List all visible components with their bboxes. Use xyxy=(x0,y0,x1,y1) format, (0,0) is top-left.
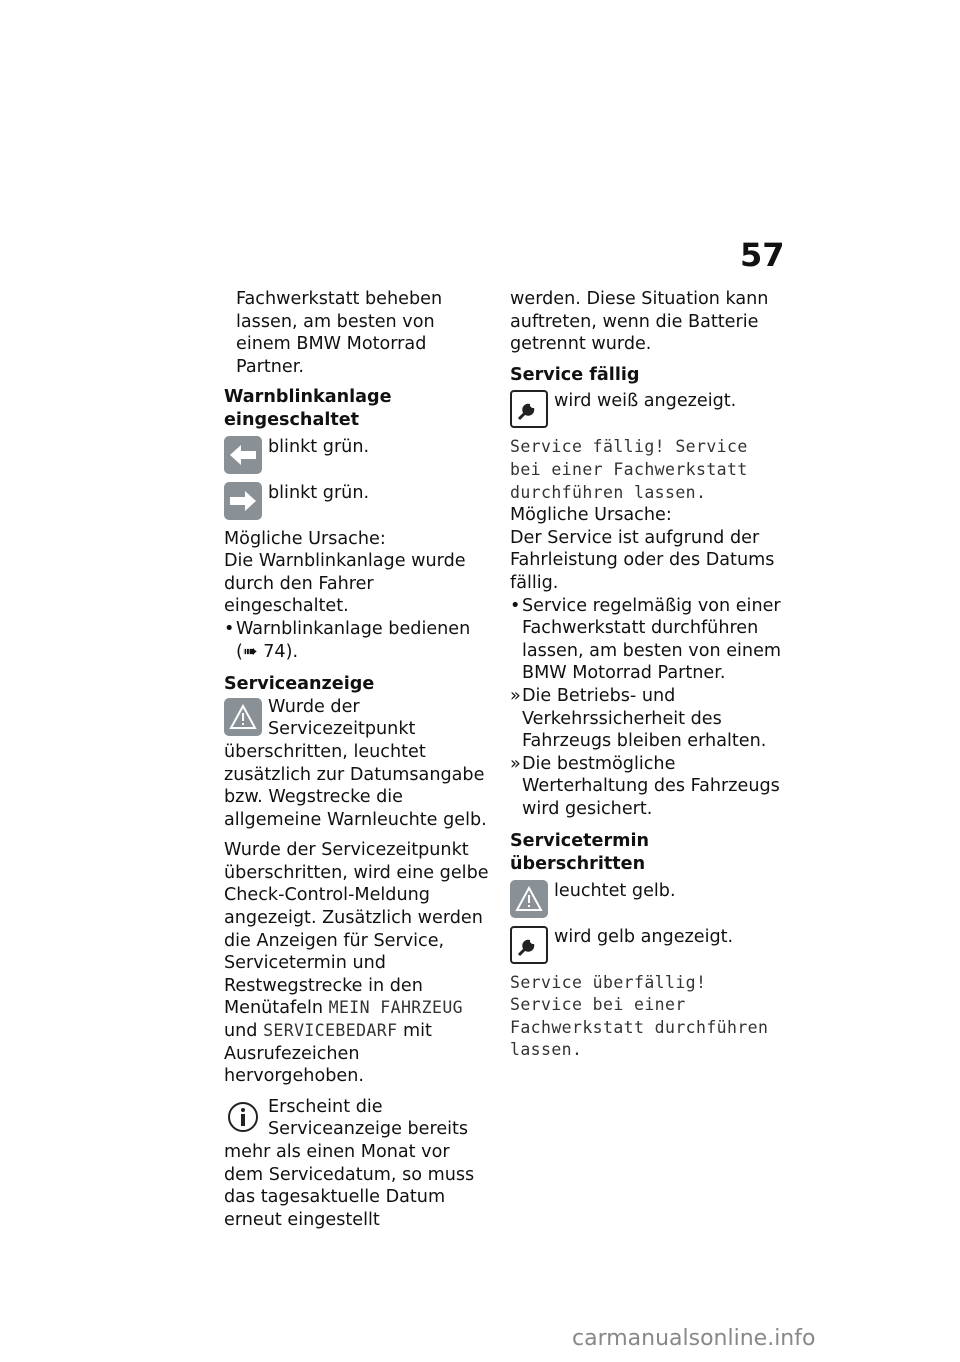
left-column xyxy=(224,288,494,1239)
menu-mein-fahrzeug: MEIN FAHRZEUG xyxy=(328,998,463,1018)
turn-signal-left-icon xyxy=(224,436,262,474)
service-para-1-text: Wurde der Servicezeitpunkt überschritten, leuchtet zusätzlich zur Datumsangabe bzw. Wegstrecke die allgemeine Warnleuchte gelb. xyxy=(224,696,487,830)
bullet-warnblink: • Warnblinkanlage bedienen (➠ 74). xyxy=(224,618,494,663)
faellig-icon-text: wird weiß angezeigt. xyxy=(554,391,737,412)
service-heading: Serviceanzeige xyxy=(224,674,375,695)
termin-message: Service überfällig! Service bei einer Fachwerkstatt durchführen lassen. xyxy=(510,972,769,1060)
blink-right-text: blinkt grün. xyxy=(268,482,370,503)
cause-label-right: Mögliche Ursache: xyxy=(510,505,672,526)
continued-text: werden. Diese Situation kann auftreten, wenn die Batterie getrennt wurde. xyxy=(510,289,769,355)
cause-text: Die Warnblinkanlage wurde durch den Fahrer eingeschaltet. xyxy=(224,551,466,617)
cause-text-right: Der Service ist aufgrund der Fahrleistung oder des Datums fällig. xyxy=(510,527,775,593)
faellig-icon-row xyxy=(510,390,786,428)
termin-icon-text: wird gelb angezeigt. xyxy=(554,926,734,947)
menu-servicebedarf: SERVICEBEDARF xyxy=(263,1021,398,1041)
wrench-icon xyxy=(510,390,548,428)
general-warning-icon xyxy=(224,698,262,736)
info-note xyxy=(224,1096,494,1232)
termin-heading: Servicetermin überschritten xyxy=(510,831,650,875)
service-para-2-end: mit Ausrufezeichen hervorgehoben. xyxy=(224,1021,432,1087)
termin-warn-text: leuchtet gelb. xyxy=(554,880,676,901)
blink-left-text: blinkt grün. xyxy=(268,436,370,457)
faellig-message: Service fällig! Service bei einer Fachwerkstatt durchführen lassen. xyxy=(510,437,748,502)
right-column xyxy=(510,288,786,1062)
bullet-service: • Service regelmäßig von einer Fachwerkstatt durchführen lassen, am besten von einem BMW Motorrad Partner. xyxy=(510,595,786,685)
word-und: und xyxy=(224,1021,258,1042)
warnblink-heading: Warnblinkanlage eingeschaltet xyxy=(224,387,392,430)
info-icon xyxy=(224,1098,262,1136)
result-2: » Die bestmögliche Werterhaltung des Fahrzeugs wird gesichert. xyxy=(510,753,786,821)
info-note-text: Erscheint die Serviceanzeige bereits mehr als einen Monat vor dem Servicedatum, so muss das tagesaktuelle Datum erneut eingestellt xyxy=(224,1096,475,1230)
service-para-2-text: Wurde der Servicezeitpunkt überschritten, wird eine gelbe Check-Control-Meldung angezeigt. Zusätzlich werden die Anzeigen für Service, Servicetermin und Restwegstrecke in den Menütafeln xyxy=(224,840,489,1019)
blink-right-row xyxy=(224,482,494,520)
wrench-icon xyxy=(510,926,548,964)
blink-left-row xyxy=(224,436,494,474)
turn-signal-right-icon xyxy=(224,482,262,520)
general-warning-icon xyxy=(510,880,548,918)
service-para-2 xyxy=(224,839,494,1088)
termin-icon-row xyxy=(510,926,786,964)
faellig-heading: Service fällig xyxy=(510,364,640,385)
cause-label: Mögliche Ursache: xyxy=(224,528,386,549)
page-number: 57 xyxy=(740,236,785,274)
intro-text: Fachwerkstatt beheben lassen, am besten von einem BMW Motorrad Partner. xyxy=(236,289,443,377)
watermark: carmanualsonline.info xyxy=(572,1326,816,1351)
termin-warn-row xyxy=(510,880,786,918)
service-para-1 xyxy=(224,696,494,832)
result-1: » Die Betriebs- und Verkehrssicherheit des Fahrzeugs bleiben erhalten. xyxy=(510,685,786,753)
